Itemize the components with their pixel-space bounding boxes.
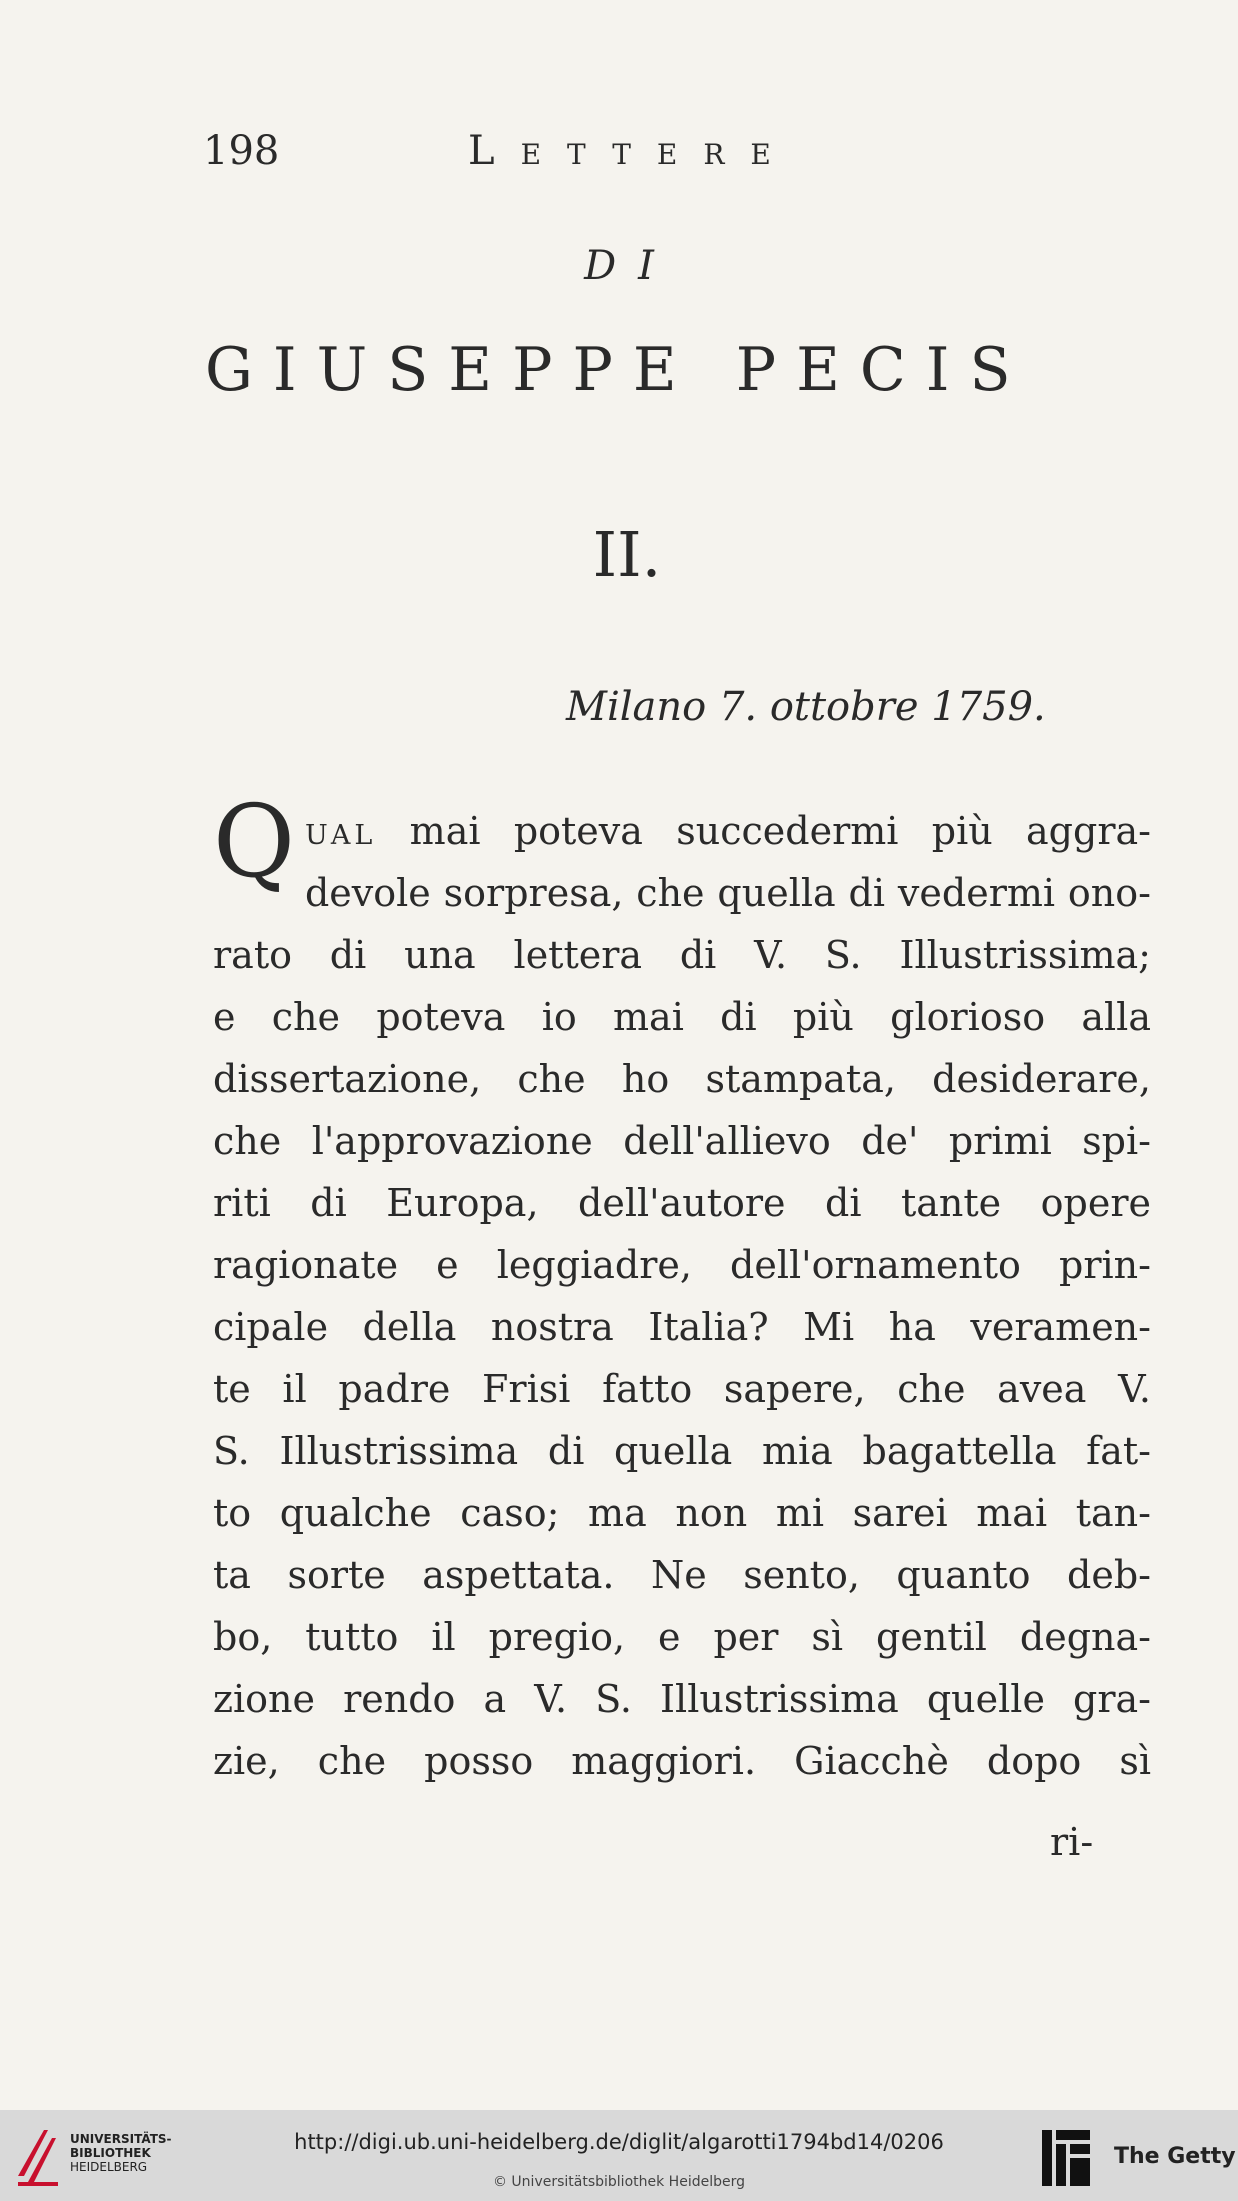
text-line: bo, tutto il pregio, e per sì gentil degna- [213, 1615, 1151, 1659]
getty-logo-icon[interactable] [1042, 2130, 1090, 2186]
text-line: zie, che posso maggiori. Giacchè dopo sì [213, 1739, 1151, 1783]
letter-number: II. [592, 518, 662, 591]
text-line: to qualche caso; ma non mi sarei mai tan- [213, 1491, 1151, 1535]
text-line: e che poteva io mai di più glorioso alla [213, 995, 1151, 1039]
text-line: che l'approvazione dell'allievo de' primi spi- [213, 1119, 1151, 1163]
page-number: 198 [203, 128, 280, 174]
text-line: ta sorte aspettata. Ne sento, quanto deb- [213, 1553, 1151, 1597]
copyright-notice: © Universitätsbibliothek Heidelberg [492, 2174, 745, 2190]
page-url-link[interactable]: http://digi.ub.uni-heidelberg.de/diglit/algarotti1794bd14/0206 [294, 2130, 944, 2154]
letter-body [213, 783, 1151, 1792]
getty-label: The Getty [1114, 2144, 1236, 2169]
text-line: devole sorpresa, che quella di vedermi ono- [304, 871, 1151, 915]
first-word-smallcaps: ual [304, 809, 377, 853]
text-line: zione rendo a V. S. Illustrissima quelle gra- [213, 1677, 1151, 1721]
dateline: Milano 7. ottobre 1759. [566, 684, 1046, 730]
library-name: UNIVERSITÄTS- BIBLIOTHEK HEIDELBERG [70, 2132, 172, 2174]
title-di: DI [584, 243, 676, 289]
text-line [213, 800, 1151, 862]
text-line: S. Illustrissima di quella mia bagattella fat- [213, 1429, 1151, 1473]
first-line-rest: mai poteva succedermi più aggra- [376, 809, 1151, 853]
text-line: te il padre Frisi fatto sapere, che avea V. [213, 1367, 1151, 1411]
running-head: Lettere [468, 128, 797, 174]
drop-cap: Q [213, 783, 295, 900]
catchword: ri- [1050, 1820, 1094, 1864]
text-line: rato di una lettera di V. S. Illustrissima; [213, 933, 1151, 977]
text-line: cipale della nostra Italia? Mi ha veramen- [213, 1305, 1151, 1349]
text-line: dissertazione, che ho stampata, desiderare, [213, 1057, 1151, 1101]
text-line: riti di Europa, dell'autore di tante opere [213, 1181, 1151, 1225]
text-line: ragionate e leggiadre, dell'ornamento prin- [213, 1243, 1151, 1287]
footer-bar [0, 2110, 1238, 2201]
author-title: GIUSEPPE PECIS [205, 335, 1031, 405]
